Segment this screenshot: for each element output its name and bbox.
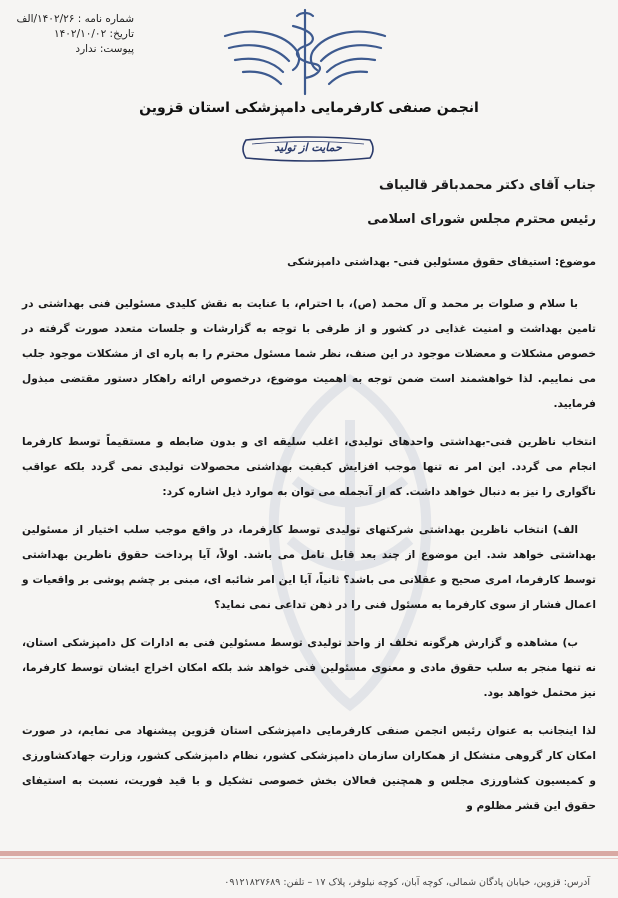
footer-rule <box>0 851 618 856</box>
letter-subject: موضوع: استیفای حقوق مسئولین فنی- بهداشتی دامپزشکی <box>287 256 596 268</box>
footer-address: آدرس: قزوین، خیابان پادگان شمالی، کوچه آبان، کوچه نیلوفر، پلاک ۱۷ – تلفن: ۰۹۱۲۱۸۲۷۶۸۹ <box>224 877 590 888</box>
footer-rule-thin <box>0 858 618 859</box>
paragraph: انتخاب ناظرین فنی-بهداشتی واحدهای تولیدی، اغلب سلیقه ای و بدون ضابطه و مستقیماً توسط کارفرما انجام می گردد. این امر نه تنها موجب افزایش کیفیت بهداشتی محصولات تولیدی نمی گردد بلکه عواقب ناگواری را نیز به دنبال خواهد داشت. که از آنجمله می توان به موارد ذیل اشاره کرد: <box>22 436 596 498</box>
recipient-name: جناب آقای دکتر محمدباقر قالیباف <box>379 178 596 193</box>
letter-metadata <box>14 12 134 57</box>
organization-name: انجمن صنفی کارفرمایی دامپزشکی استان قزوین <box>139 100 479 116</box>
paragraph: الف) انتخاب ناظرین بهداشتی شرکتهای تولیدی توسط کارفرما، در واقع موجب سلب اختیار از مسئولین بهداشتی خواهد شد. این موضوع از چند بعد قابل تامل می باشد. اولاً، آیا پرداخت حقوق ناظرین بهداشتی توسط کارفرما، امری صحیح و عقلانی می باشد؟ ثانیاً، آیا این امر شائبه ای، مبنی بر چشم پوشی بر واقعیات و اعمال فشار از سوی کارفرما به مسئول فنی را در ذهن تداعی نمی نماید؟ <box>22 524 596 611</box>
paragraph: ب) مشاهده و گزارش هرگونه تخلف از واحد تولیدی توسط مسئولین فنی به ادارات کل دامپزشکی استان، نه تنها منجر به سلب حقوق مادی و معنوی مسئولین فنی خواهد شد بلکه امکان اخراج ایشان توسط کارفرما، نیز محتمل خواهد بود. <box>22 637 596 699</box>
production-badge-text: حمایت از تولید <box>274 141 342 154</box>
recipient-title: رئیس محترم مجلس شورای اسلامی <box>367 212 596 227</box>
letter-date: تاریخ: ۱۴۰۲/۱۰/۰۲ <box>54 28 134 40</box>
letter-attachment: پیوست: ندارد <box>75 43 134 55</box>
paragraph: با سلام و صلوات بر محمد و آل محمد (ص)، با احترام، با عنایت به نقش کلیدی مسئولین فنی بهداشتی در تامین بهداشت و امنیت غذایی در کشور و از طرفی با توجه به گزارشات و جلسات متعدد صورت گرفته در خصوص مشکلات و معضلات موجود در این صنف، نظر شما مسئول محترم را به پاره ای از مشکلات موجود جلب می نماییم. لذا خواهشمند است ضمن توجه به اهمیت موضوع، درخصوص ارائه راهکار دستور مقتضی مبذول فرمایید. <box>22 298 596 410</box>
letter-body <box>22 292 596 832</box>
letter-number: شماره نامه : ۱۴۰۲/۲۶/الف <box>16 13 134 25</box>
paragraph: لذا اینجانب به عنوان رئیس انجمن صنفی کارفرمایی دامپزشکی استان قزوین پیشنهاد می نمایم، در صورت امکان کار گروهی متشکل از همکاران سازمان دامپزشکی کشور، نظام دامپزشکی کشور، وزارت جهادکشاورزی و کمیسیون کشاورزی مجلس و همچنین فعالان بخش خصوصی تشکیل و با قید فوریت، نسبت به استیفای حقوق این قشر مظلوم و <box>22 725 596 812</box>
organization-logo <box>215 6 395 98</box>
